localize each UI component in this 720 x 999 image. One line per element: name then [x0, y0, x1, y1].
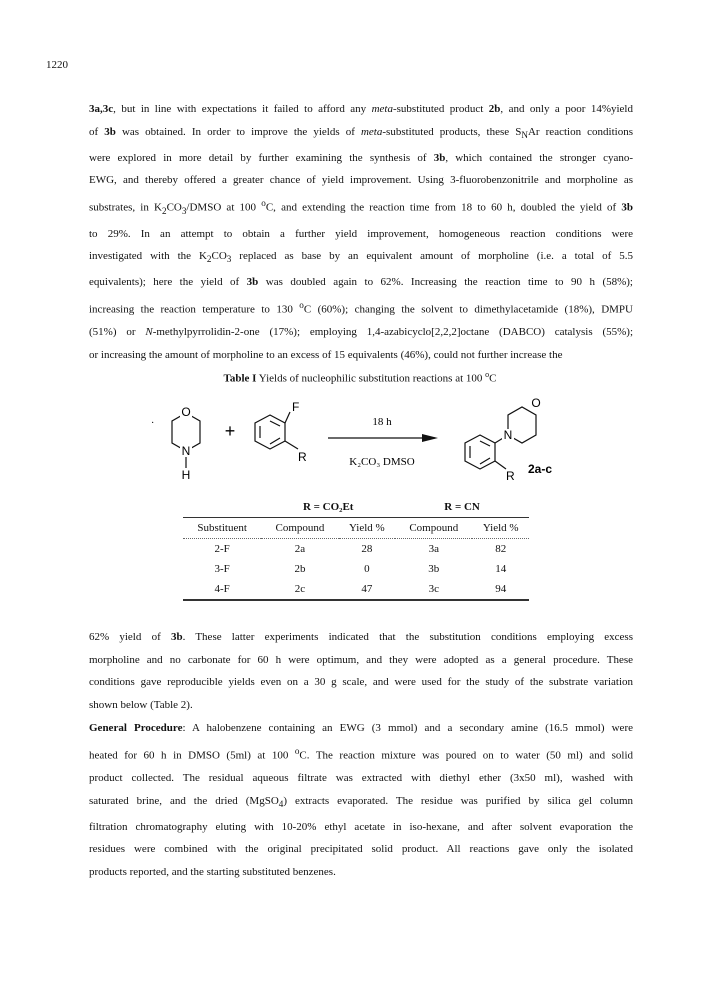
text-line: saturated brine, and the dried (MgSO$_4$) extracts evaporated. The residue was purified by silica gel column — [89, 794, 634, 809]
reaction-scheme — [140, 393, 580, 493]
table-cell: 94 — [472, 579, 529, 600]
table-cell: 2c — [261, 579, 338, 600]
product-n-label: N — [503, 428, 513, 442]
fluoroarene-structure — [255, 412, 298, 449]
morpholine-n-label: N — [181, 444, 191, 458]
table-caption-label: Table I — [223, 372, 257, 385]
yields-table — [183, 497, 529, 601]
text-line: equivalents); here the yield of 3b was doubled again to 62%. Increasing the reaction time to 90 h (58%); — [89, 276, 633, 289]
text-line: shown below (Table 2). — [89, 699, 193, 712]
table-cell: 28 — [361, 543, 373, 555]
column-header: Yield % — [339, 518, 396, 539]
column-header: Yield % — [472, 518, 529, 539]
arene-r-label: R — [298, 450, 307, 464]
arrow-above-text: 18 h — [372, 416, 392, 428]
table-cell: 2-F — [214, 543, 230, 555]
text-line: General Procedure: A halobenzene containing an EWG (3 mmol) and a secondary amine (16.5 mmol) were — [89, 722, 633, 734]
table-cell: 14 — [495, 563, 507, 575]
table-cell: 3b — [428, 563, 440, 575]
text-line: investigated with the $K_2CO_3$ replaced as base by an equivalent amount of morpholine (i.e. a total of 5.5 — [89, 250, 633, 265]
table-cell: 0 — [364, 563, 370, 575]
table-group-row — [183, 497, 529, 518]
group-header-cn: R = CN — [444, 501, 480, 513]
table-cell: 2b — [294, 563, 306, 575]
text-line: were explored in more detail by further examining the synthesis of 3b, which contained the stronger cyano- — [89, 151, 633, 164]
table-cell: 3a — [428, 543, 439, 555]
text-line: residues were combined with the original precipitated solid product. All reactions gave only the isolated — [89, 843, 633, 856]
arrow-below-text: K₂CO₃ DMSO — [349, 456, 415, 468]
table-caption-text: Yields of nucleophilic substitution reactions at 100 — [256, 372, 486, 385]
text-line: morpholine and no carbonate for 60 h were optimum, and they were adopted as a general procedure. These — [89, 653, 633, 666]
table-cell: 4-F — [183, 579, 261, 600]
column-header: Compound — [395, 518, 472, 539]
table-row — [183, 559, 529, 579]
text-line: EWG, and thereby offered a greater chance of yield improvement. Using 3-fluorobenzonitrile and morpholine as — [89, 174, 633, 187]
plus-sign: + — [224, 421, 236, 441]
product-r-label: R — [506, 469, 515, 483]
text-line: substrates, in $K_2CO_3$/DMSO at 100 $^o$C, and extending the reaction time from 18 to 60 h, doubled the yield of 3b — [89, 198, 634, 216]
morpholine-o-label: O — [181, 405, 191, 419]
text-line: to 29%. In an attempt to obtain a further yield improvement, homogeneous reaction conditions were — [89, 227, 633, 240]
group-header-co2et: R = CO₂Et — [302, 501, 354, 513]
table-cell: 2a — [294, 543, 306, 555]
product-structure — [465, 407, 536, 469]
scheme-dot: · — [151, 418, 155, 429]
table-row — [183, 579, 529, 600]
body-paragraph-2 — [89, 626, 633, 717]
text-line: product collected. The residual aqueous filtrate was extracted with diethyl ether (3x50 ml), washed with — [89, 772, 633, 785]
text-line: 62% yield of 3b. These latter experiments indicated that the substitution conditions employing excess — [89, 631, 633, 643]
table-cell: 82 — [495, 543, 507, 555]
arrow-head — [422, 434, 438, 442]
table-cell: 3c — [395, 579, 472, 600]
morpholine-h-label: H — [181, 468, 191, 482]
table-cell: 47 — [339, 579, 396, 600]
fluorine-label: F — [292, 400, 300, 414]
text-line: conditions gave reproducible yields even on a 30 g scale, and were used for the study of the substrate variation — [89, 676, 633, 689]
product-o-label: O — [531, 396, 541, 410]
text-line: heated for 60 h in DMSO (5ml) at 100 $^o$C. The reaction mixture was poured on to water (50 ml) and solid — [89, 745, 634, 762]
text-line: increasing the reaction temperature to 130 $^o$C (60%); changing the solvent to dimethylacetamide (18%), DMPU — [89, 299, 633, 316]
table-row — [183, 539, 529, 560]
column-header: Compound — [261, 518, 338, 539]
column-header: Substituent — [183, 518, 261, 539]
text-line: products reported, and the starting substituted benzenes. — [89, 866, 336, 879]
table-caption-unit: C — [489, 372, 497, 385]
text-line: of 3b was obtained. In order to improve the yields of meta-substituted products, these $S_NAr$ reaction conditions — [89, 125, 633, 140]
general-procedure-paragraph — [89, 717, 633, 884]
body-paragraph-1 — [89, 98, 633, 367]
page-number: 1220 — [46, 59, 68, 71]
text-line: (51%) or N-methylpyrrolidin-2-one (17%); employing 1,4-azabicyclo[2,2,2]octane (DABCO) catalysis (55%); — [89, 326, 633, 339]
text-line: filtration chromatography eluting with 10-20% ethyl acetate in iso-hexane, and after solvent evaporation the — [89, 820, 633, 833]
table-cell: 3-F — [214, 563, 230, 575]
text-line: 3a,3c, but in line with expectations it failed to afford any meta-substituted product 2b, and only a poor 14%yield — [89, 103, 633, 115]
table-header-row — [183, 518, 529, 539]
text-line: or increasing the amount of morpholine to an excess of 15 equivalents (46%), could not further increase the — [89, 348, 563, 361]
product-compound-label: 2a-c — [528, 462, 553, 476]
table-caption: Table I Yields of nucleophilic substitution reactions at 100 $^o$C — [223, 370, 497, 385]
